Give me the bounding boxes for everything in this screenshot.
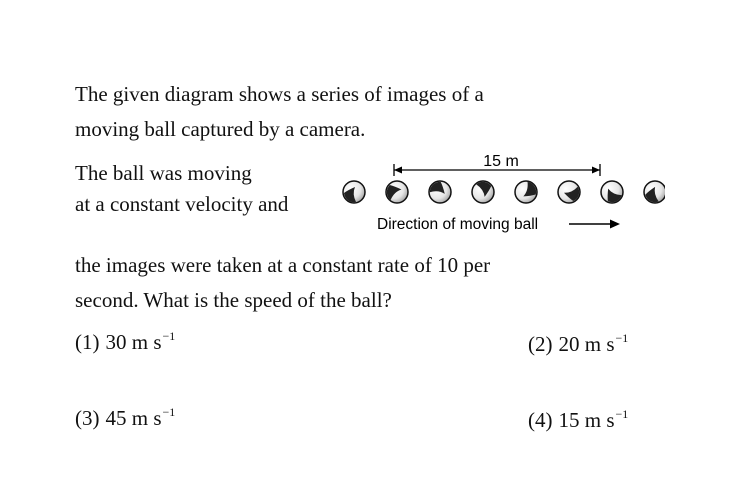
direction-label: Direction of moving ball [377,216,539,233]
question-line-5: the images were taken at a constant rate of 10 per [75,253,491,277]
option-value: 15 m s [558,408,615,432]
ball-image [343,181,365,203]
ball-image [601,181,623,206]
question-continuation [75,248,490,318]
ball-image [515,181,539,203]
answer-option-2[interactable] [528,331,628,357]
answer-option-1[interactable] [75,329,175,355]
question-line-2: moving ball captured by a camera. [75,117,366,141]
ball-image [472,178,494,203]
ball-images [343,178,665,206]
ball-image [429,180,451,203]
option-value: 30 m s [105,330,162,354]
option-number: (4) [528,408,553,432]
option-exponent: −1 [162,329,176,343]
ball-image [644,181,665,204]
distance-label: 15 m [483,153,519,170]
ball-image [383,181,408,203]
answer-option-3[interactable] [75,405,175,431]
option-number: (1) [75,330,100,354]
option-exponent: −1 [615,331,629,345]
direction-arrow [569,220,620,229]
question-line-1: The given diagram shows a series of images of a [75,82,484,106]
question-intro [75,77,484,147]
question-line-6: second. What is the speed of the ball? [75,288,392,312]
option-value: 45 m s [105,406,162,430]
question-side-text [75,158,288,220]
question-line-4: at a constant velocity and [75,192,289,216]
option-number: (3) [75,406,100,430]
option-exponent: −1 [615,407,629,421]
ball-motion-diagram [330,140,665,245]
answer-option-4[interactable] [528,407,628,433]
option-value: 20 m s [558,332,615,356]
option-exponent: −1 [162,405,176,419]
question-line-3: The ball was moving [75,161,252,185]
option-number: (2) [528,332,553,356]
ball-image [558,181,582,203]
